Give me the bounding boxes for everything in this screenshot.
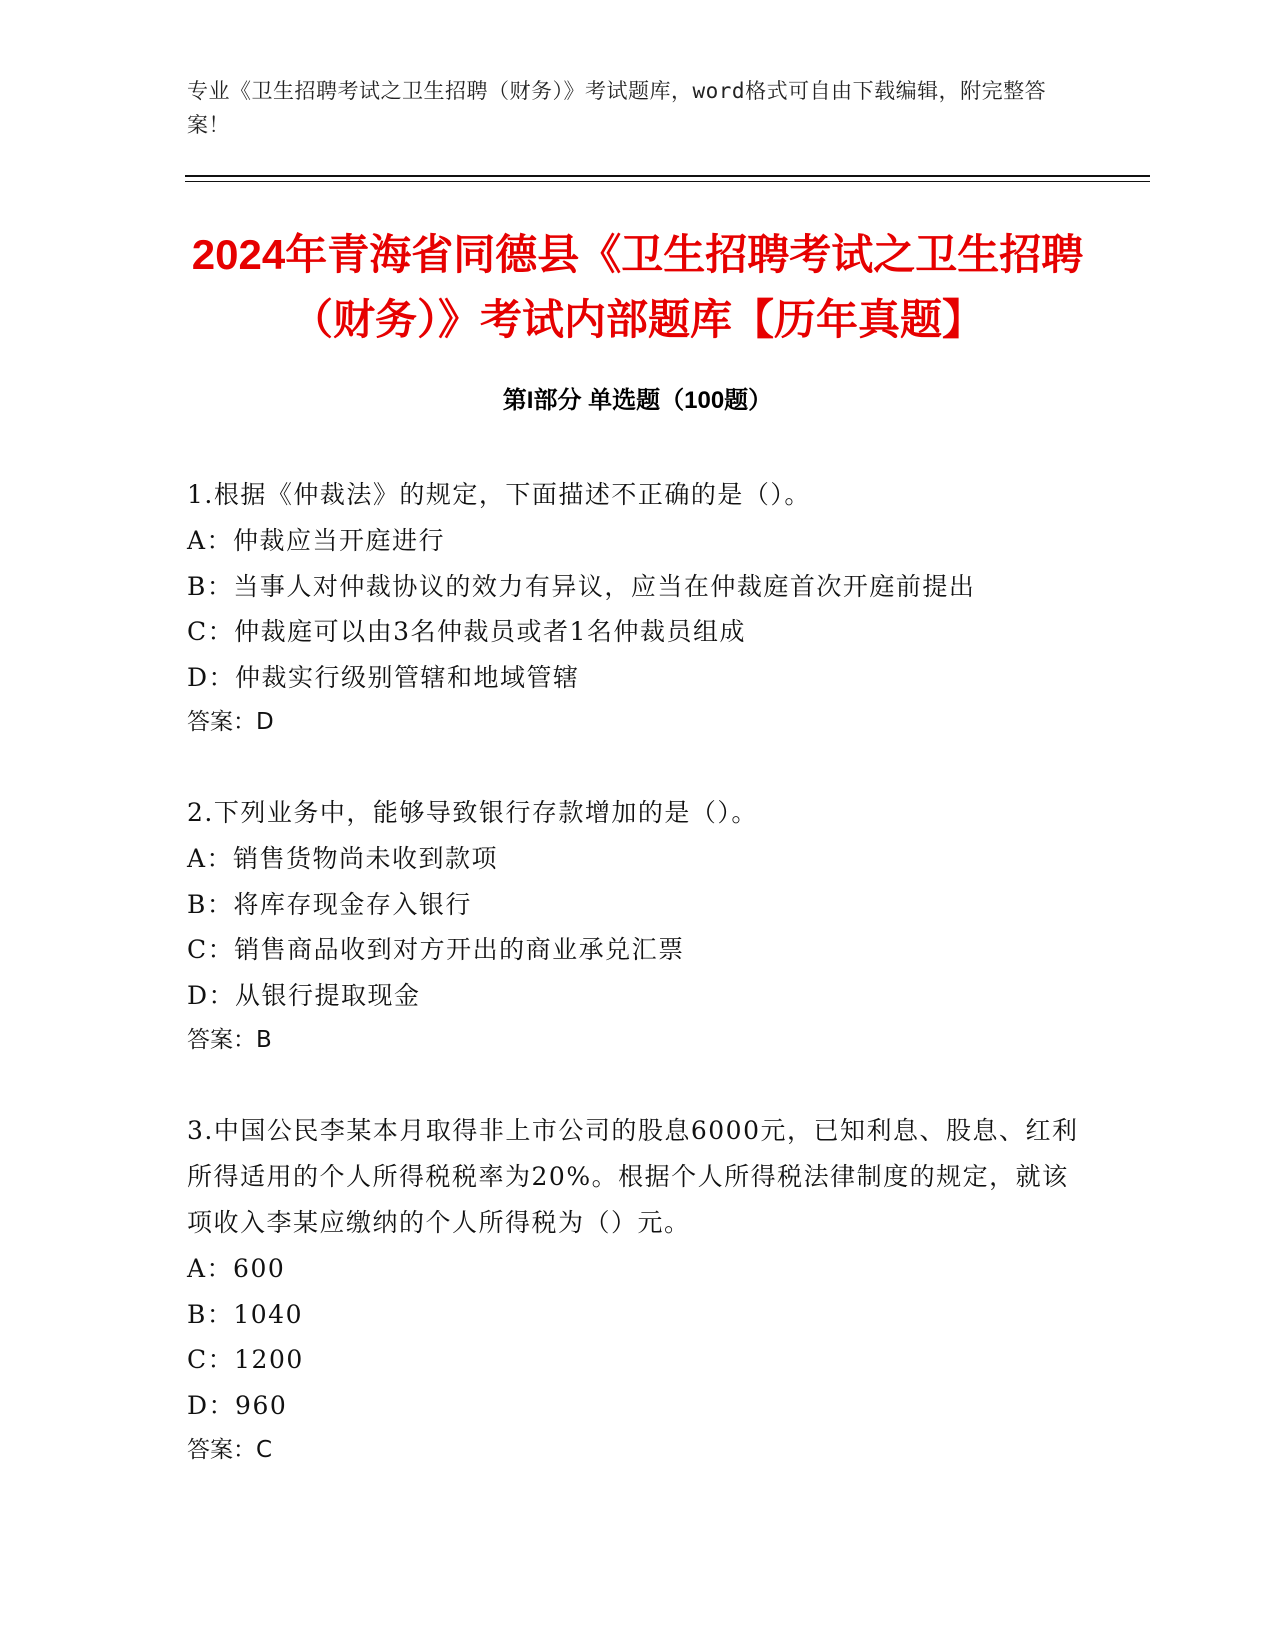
question-stem: 1.根据《仲裁法》的规定，下面描述不正确的是（）。 — [187, 480, 811, 509]
option-c: C：销售商品收到对方开出的商业承兑汇票 — [187, 935, 685, 964]
option-d: D：从银行提取现金 — [187, 980, 421, 1010]
option-d: D：仲裁实行级别管辖和地域管辖 — [187, 662, 580, 692]
question-1 — [187, 472, 1087, 745]
section-title: 第I部分 单选题（100题） — [502, 387, 773, 414]
answer: 答案：C — [187, 1437, 273, 1463]
question-stem: 3.中国公民李某本月取得非上市公司的股息6000元，已知利息、股息、红利所得适用的个人所得税税率为20%。根据个人所得税法律制度的规定，就该项收入李某应缴纳的个人所得税为（）元。 — [187, 1116, 1079, 1237]
option-b: B：当事人对仲裁协议的效力有异议，应当在仲裁庭首次开庭前提出 — [187, 571, 976, 601]
document-title: 2024年青海省同德县《卫生招聘考试之卫生招聘（财务）》考试内部题库【历年真题】 — [191, 231, 1084, 343]
question-2 — [187, 790, 1087, 1063]
option-b: B：1040 — [187, 1299, 303, 1329]
option-c: C：1200 — [187, 1345, 304, 1374]
question-stem: 2.下列业务中，能够导致银行存款增加的是（）。 — [187, 798, 758, 827]
option-a: A：销售货物尚未收到款项 — [187, 844, 499, 873]
answer: 答案：D — [187, 709, 274, 735]
answer: 答案：B — [187, 1027, 272, 1053]
question-3 — [187, 1108, 1087, 1473]
option-a: A：600 — [187, 1254, 286, 1283]
option-a: A：仲裁应当开庭进行 — [187, 526, 446, 555]
header-divider-thick — [185, 175, 1150, 177]
option-c: C：仲裁庭可以由3名仲裁员或者1名仲裁员组成 — [187, 617, 746, 646]
option-d: D：960 — [187, 1390, 288, 1420]
header-note: 专业《卫生招聘考试之卫生招聘（财务）》考试题库，word格式可自由下载编辑，附完整答案！ — [187, 79, 1047, 137]
header-divider-thin — [185, 181, 1150, 182]
option-b: B：将库存现金存入银行 — [187, 889, 472, 919]
